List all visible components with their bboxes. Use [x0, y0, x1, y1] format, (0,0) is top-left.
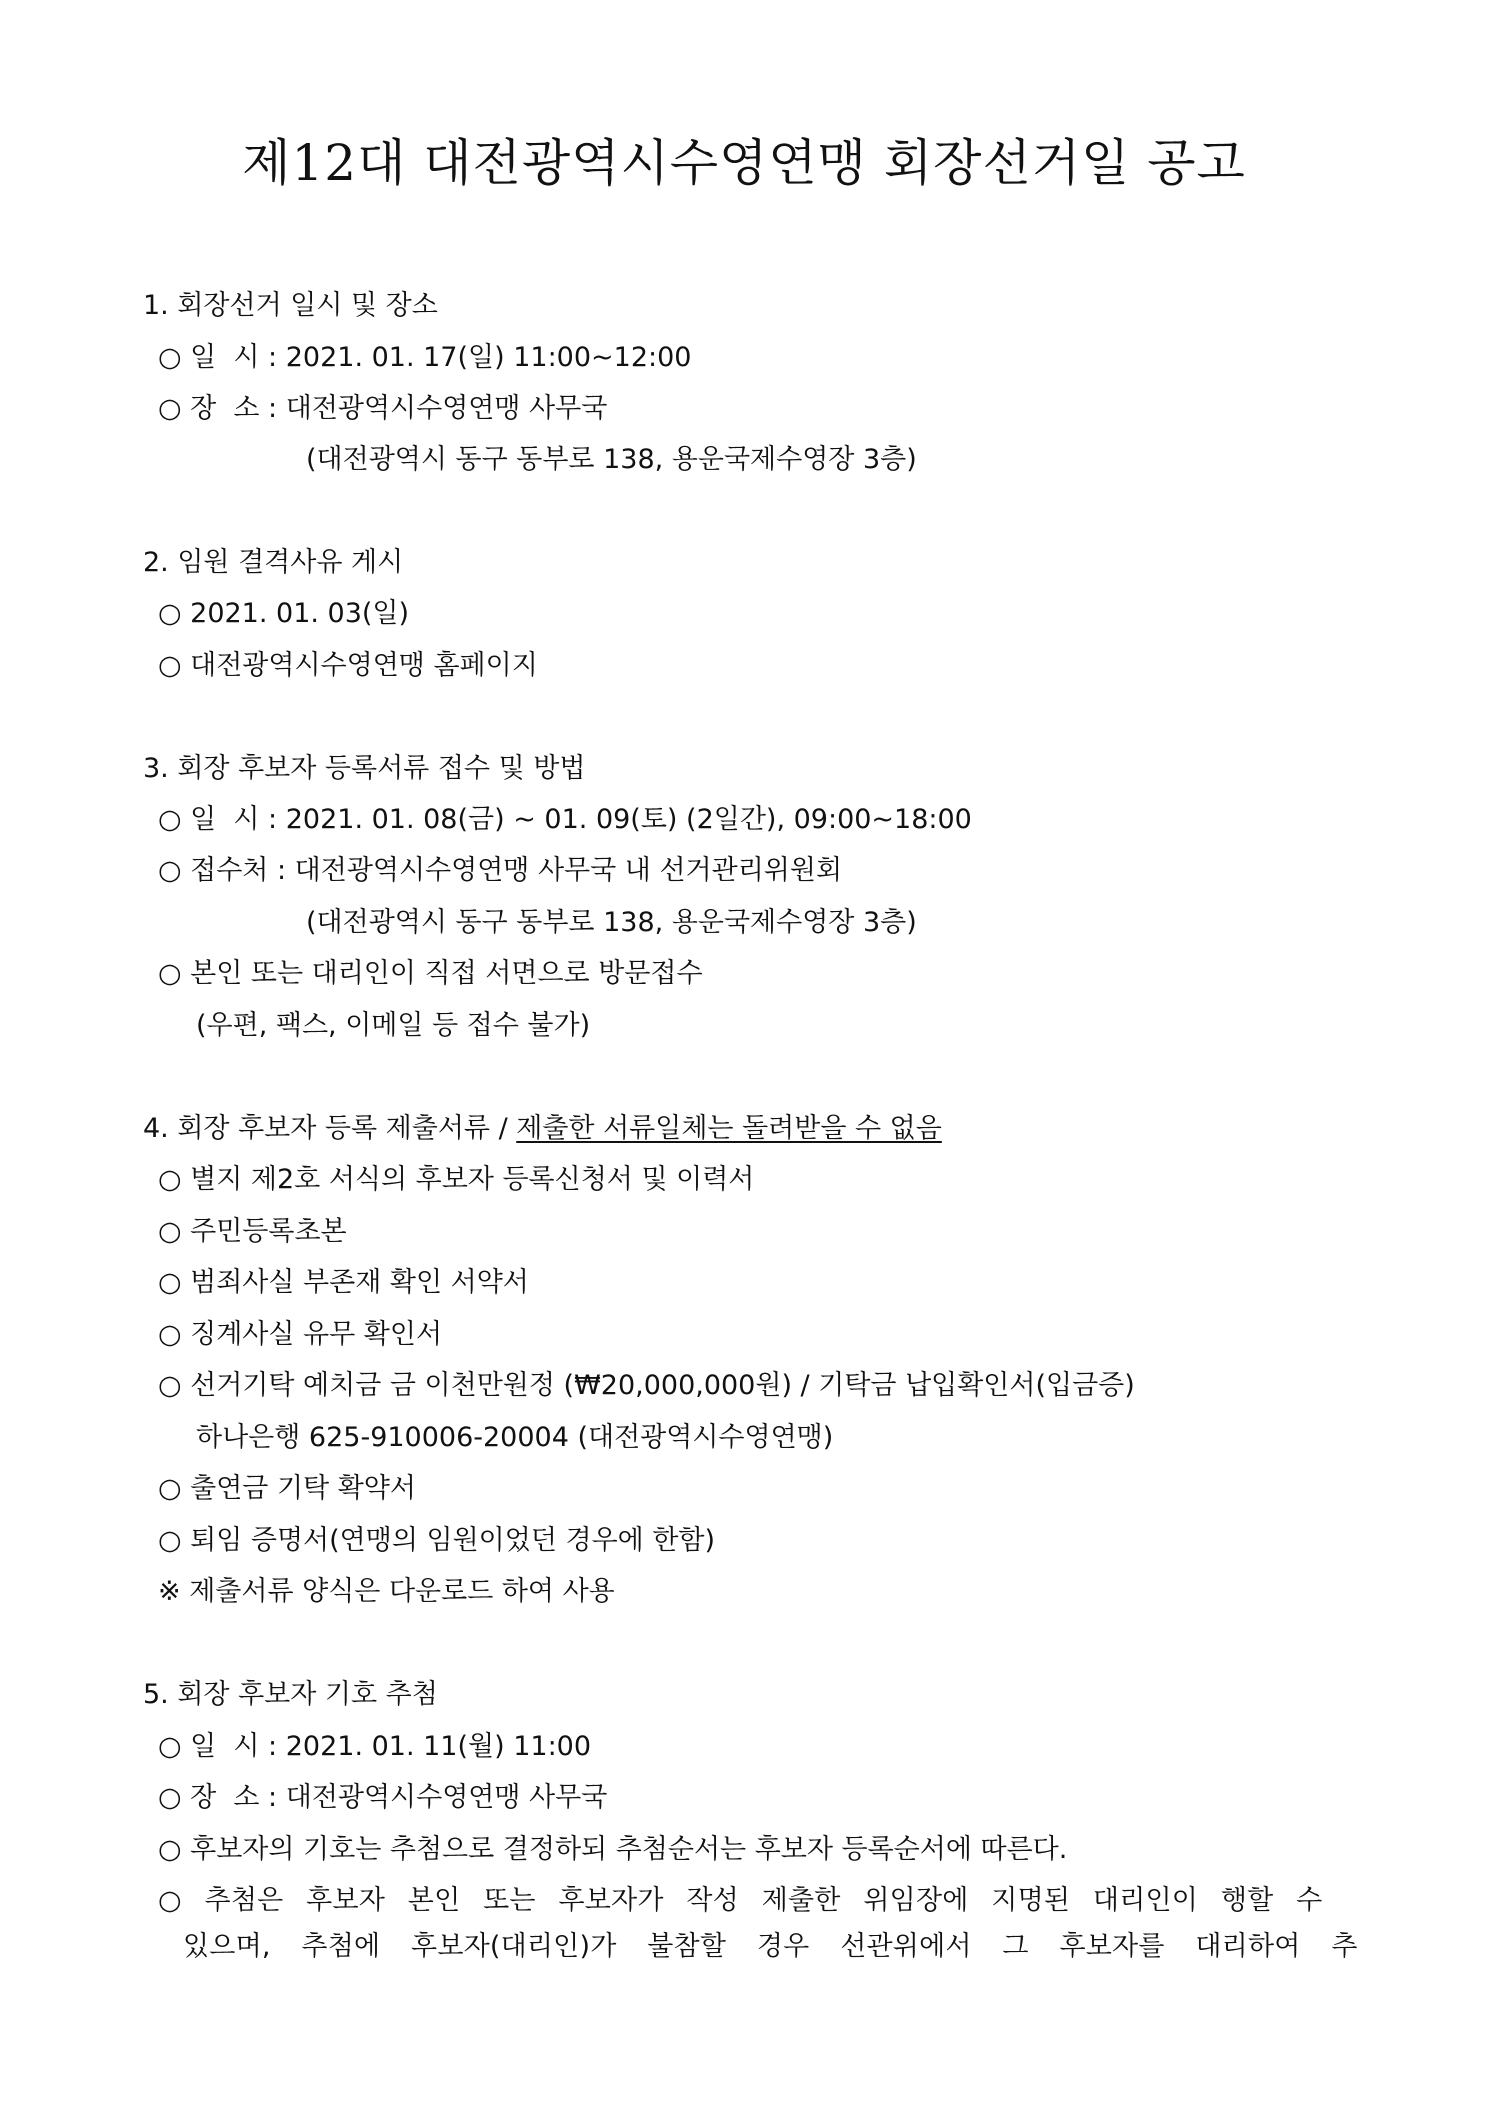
s4-bank-account: 하나은행 625-910006-20004 (대전광역시수영연맹)	[196, 1422, 834, 1453]
s3-method-line: ○ 본인 또는 대리인이 직접 서면으로 방문접수	[158, 958, 703, 989]
s2-homepage-line: ○ 대전광역시수영연맹 홈페이지	[158, 650, 538, 681]
s2-date-line: ○ 2021. 01. 03(일)	[158, 598, 410, 629]
s1-date-line: ○ 일 시 : 2021. 01. 17(일) 11:00~12:00	[158, 342, 692, 373]
s4-doc-discipline-confirm: ○ 징계사실 유무 확인서	[158, 1319, 443, 1350]
s3-address-line: (대전광역시 동구 동부로 138, 용운국제수영장 3층)	[306, 907, 917, 938]
section-4-heading	[143, 1111, 942, 1147]
s1-place-line: ○ 장 소 : 대전광역시수영연맹 사무국	[158, 393, 608, 424]
s5-date-line: ○ 일 시 : 2021. 01. 11(월) 11:00	[158, 1731, 592, 1762]
s4-doc-contribution-pledge: ○ 출연금 기탁 확약서	[158, 1473, 416, 1504]
section-3-heading: 3. 회장 후보자 등록서류 접수 및 방법	[143, 753, 586, 784]
s5-order-rule: ○ 후보자의 기호는 추첨으로 결정하되 추첨순서는 후보자 등록순서에 따른다.	[158, 1834, 1068, 1865]
s5-place-line: ○ 장 소 : 대전광역시수영연맹 사무국	[158, 1782, 608, 1813]
s4-doc-retirement-cert: ○ 퇴임 증명서(연맹의 임원이었던 경우에 한함)	[158, 1525, 716, 1556]
section-4-heading-notice: 제출한 서류일체는 돌려받을 수 없음	[516, 1113, 942, 1144]
s3-date-line: ○ 일 시 : 2021. 01. 08(금) ~ 01. 09(토) (2일간), 09:00~18:00	[158, 804, 972, 835]
s5-proxy-rule-cont: 있으며, 추첨에 후보자(대리인)가 불참할 경우 선관위에서 그 후보자를 대리하여 추	[183, 1931, 1358, 1962]
s4-doc-resident-abstract: ○ 주민등록초본	[158, 1216, 347, 1247]
page-title: 제12대 대전광역시수영연맹 회장선거일 공고	[242, 134, 1246, 192]
s4-download-note: ※ 제출서류 양식은 다운로드 하여 사용	[158, 1576, 615, 1607]
section-2-heading: 2. 임원 결격사유 게시	[143, 547, 404, 578]
section-1-heading: 1. 회장선거 일시 및 장소	[143, 290, 438, 321]
s1-address-line: (대전광역시 동구 동부로 138, 용운국제수영장 3층)	[306, 444, 917, 475]
s3-receiver-line: ○ 접수처 : 대전광역시수영연맹 사무국 내 선거관리위원회	[158, 855, 843, 886]
s5-proxy-rule: ○ 추첨은 후보자 본인 또는 후보자가 작성 제출한 위임장에 지명된 대리인이 행할 수	[158, 1885, 1323, 1916]
s4-doc-deposit: ○ 선거기탁 예치금 금 이천만원정 (₩20,000,000원) / 기탁금 납입확인서(입금증)	[158, 1370, 1135, 1401]
s4-doc-application: ○ 별지 제2호 서식의 후보자 등록신청서 및 이력서	[158, 1164, 755, 1195]
section-4-heading-main: 4. 회장 후보자 등록 제출서류 /	[143, 1113, 517, 1144]
s3-method-note: (우편, 팩스, 이메일 등 접수 불가)	[196, 1010, 591, 1041]
section-5-heading: 5. 회장 후보자 기호 추첨	[143, 1679, 438, 1710]
s4-doc-criminal-pledge: ○ 범죄사실 부존재 확인 서약서	[158, 1267, 529, 1298]
